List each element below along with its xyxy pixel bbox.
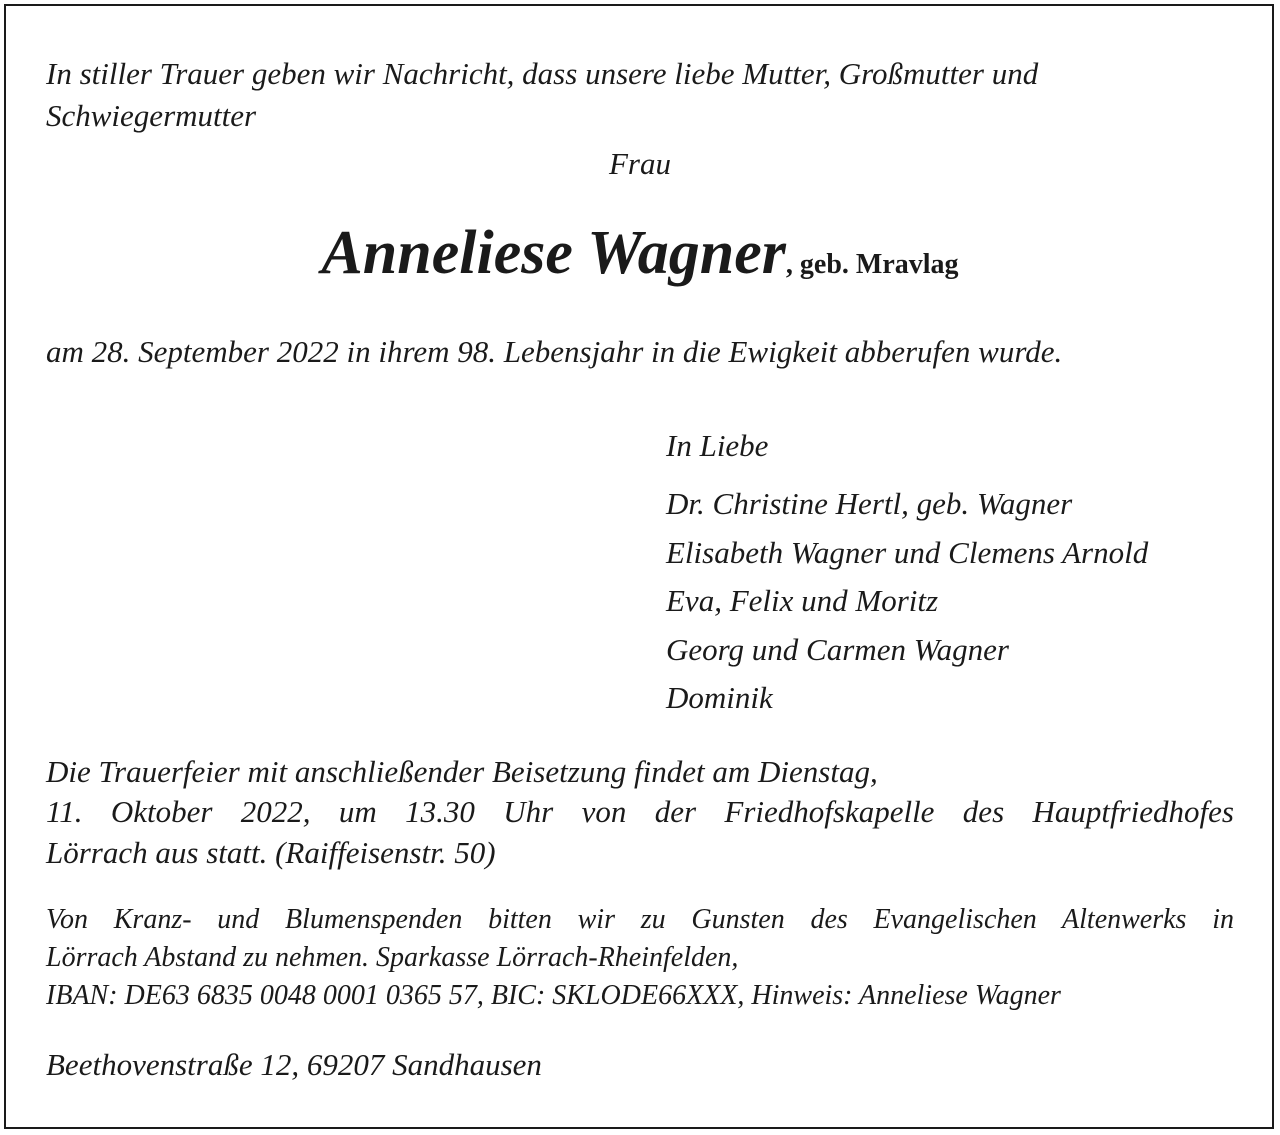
donation-line-1: Von Kranz- und Blumenspenden bitten wir zu Gunsten des Evangelischen Altenwerks in	[46, 904, 1234, 935]
ceremony-line-3: Lörrach aus statt. (Raiffeisenstr. 50)	[46, 835, 496, 870]
ceremony-line-1: Die Trauerfeier mit anschließender Beisetzung findet am Dienstag,	[46, 754, 878, 789]
address: Beethovenstraße 12, 69207 Sandhausen	[46, 1047, 542, 1082]
birth-name: , geb. Mravlag	[785, 249, 959, 280]
donation-line-3: IBAN: DE63 6835 0048 0001 0365 57, BIC: SKLODE66XXX, Hinweis: Anneliese Wagner	[46, 980, 1061, 1011]
family-member: Dominik	[666, 680, 773, 715]
family-member: Georg und Carmen Wagner	[666, 632, 1009, 667]
family-heading: In Liebe	[666, 428, 769, 463]
family-member: Elisabeth Wagner und Clemens Arnold	[666, 535, 1149, 570]
family-member: Eva, Felix und Moritz	[666, 583, 939, 618]
intro-line-2: Schwiegermutter	[46, 98, 257, 133]
deceased-name: Anneliese Wagner	[321, 219, 786, 287]
family-member: Dr. Christine Hertl, geb. Wagner	[666, 486, 1073, 521]
donation-line-2: Lörrach Abstand zu nehmen. Sparkasse Lörrach-Rheinfelden,	[46, 942, 739, 973]
ceremony-line-2: 11. Oktober 2022, um 13.30 Uhr von der Friedhofskapelle des Hauptfriedhofes	[46, 794, 1234, 829]
date-line: am 28. September 2022 in ihrem 98. Lebensjahr in die Ewigkeit abberufen wurde.	[46, 334, 1063, 369]
deceased-name-row	[0, 219, 1280, 287]
salutation: Frau	[609, 146, 671, 181]
intro-line-1: In stiller Trauer geben wir Nachricht, dass unsere liebe Mutter, Großmutter und	[46, 56, 1039, 91]
